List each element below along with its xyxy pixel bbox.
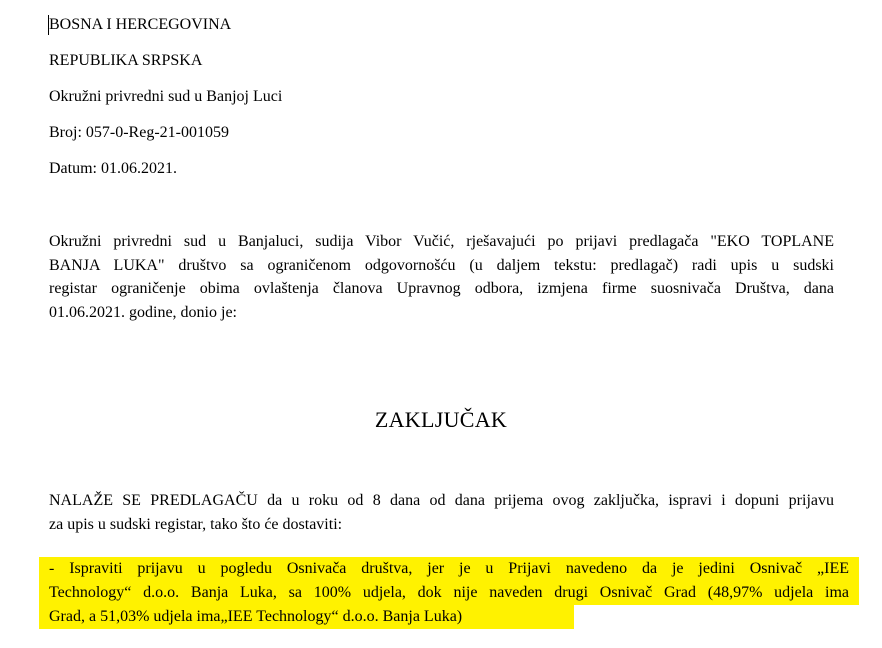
header-entity: REPUBLIKA SRPSKA	[49, 52, 203, 69]
order-paragraph	[49, 489, 834, 536]
intro-line: 01.06.2021. godine, donio je:	[49, 303, 237, 321]
order-line: NALAŽE SE PREDLAGAČU da u roku od 8 dana od dana prijema ovog zaključka, ispravi i dopuni prijavu	[49, 492, 834, 509]
header-date: Datum: 01.06.2021.	[49, 160, 177, 177]
intro-paragraph	[49, 230, 834, 324]
highlighted-item	[39, 557, 859, 629]
header-country: BOSNA I HERCEGOVINA	[49, 16, 232, 33]
intro-line: Okružni privredni sud u Banjaluci, sudija Vibor Vučić, rješavajući po prijavi predlagača "EKO TOPLANE	[49, 233, 834, 250]
header-case-number: Broj: 057-0-Reg-21-001059	[49, 124, 229, 141]
highlighted-line: Technology“ d.o.o. Banja Luka, sa 100% udjela, dok nije naveden drugi Osnivač Grad (48,97% udjela ima	[39, 581, 859, 605]
highlighted-line: Grad, a 51,03% udjela ima„IEE Technology“ d.o.o. Banja Luka)	[39, 605, 574, 629]
header-court: Okružni privredni sud u Banjoj Luci	[49, 88, 283, 105]
intro-line: BANJA LUKA" društvo sa ograničenom odgovornošću (u daljem tekstu: predlagač) radi upis u sudski	[49, 256, 834, 274]
document-title: ZAKLJUČAK	[374, 407, 508, 432]
order-line: za upis u sudski registar, tako što će dostaviti:	[49, 515, 343, 533]
intro-line: registar ograničenje obima ovlaštenja članova Upravnog odbora, izmjena firme suosnivača Društva, dana	[49, 280, 834, 297]
highlighted-line: - Ispraviti prijavu u pogledu Osnivača društva, jer je u Prijavi navedeno da je jedini Osnivač „IEE	[39, 557, 859, 581]
